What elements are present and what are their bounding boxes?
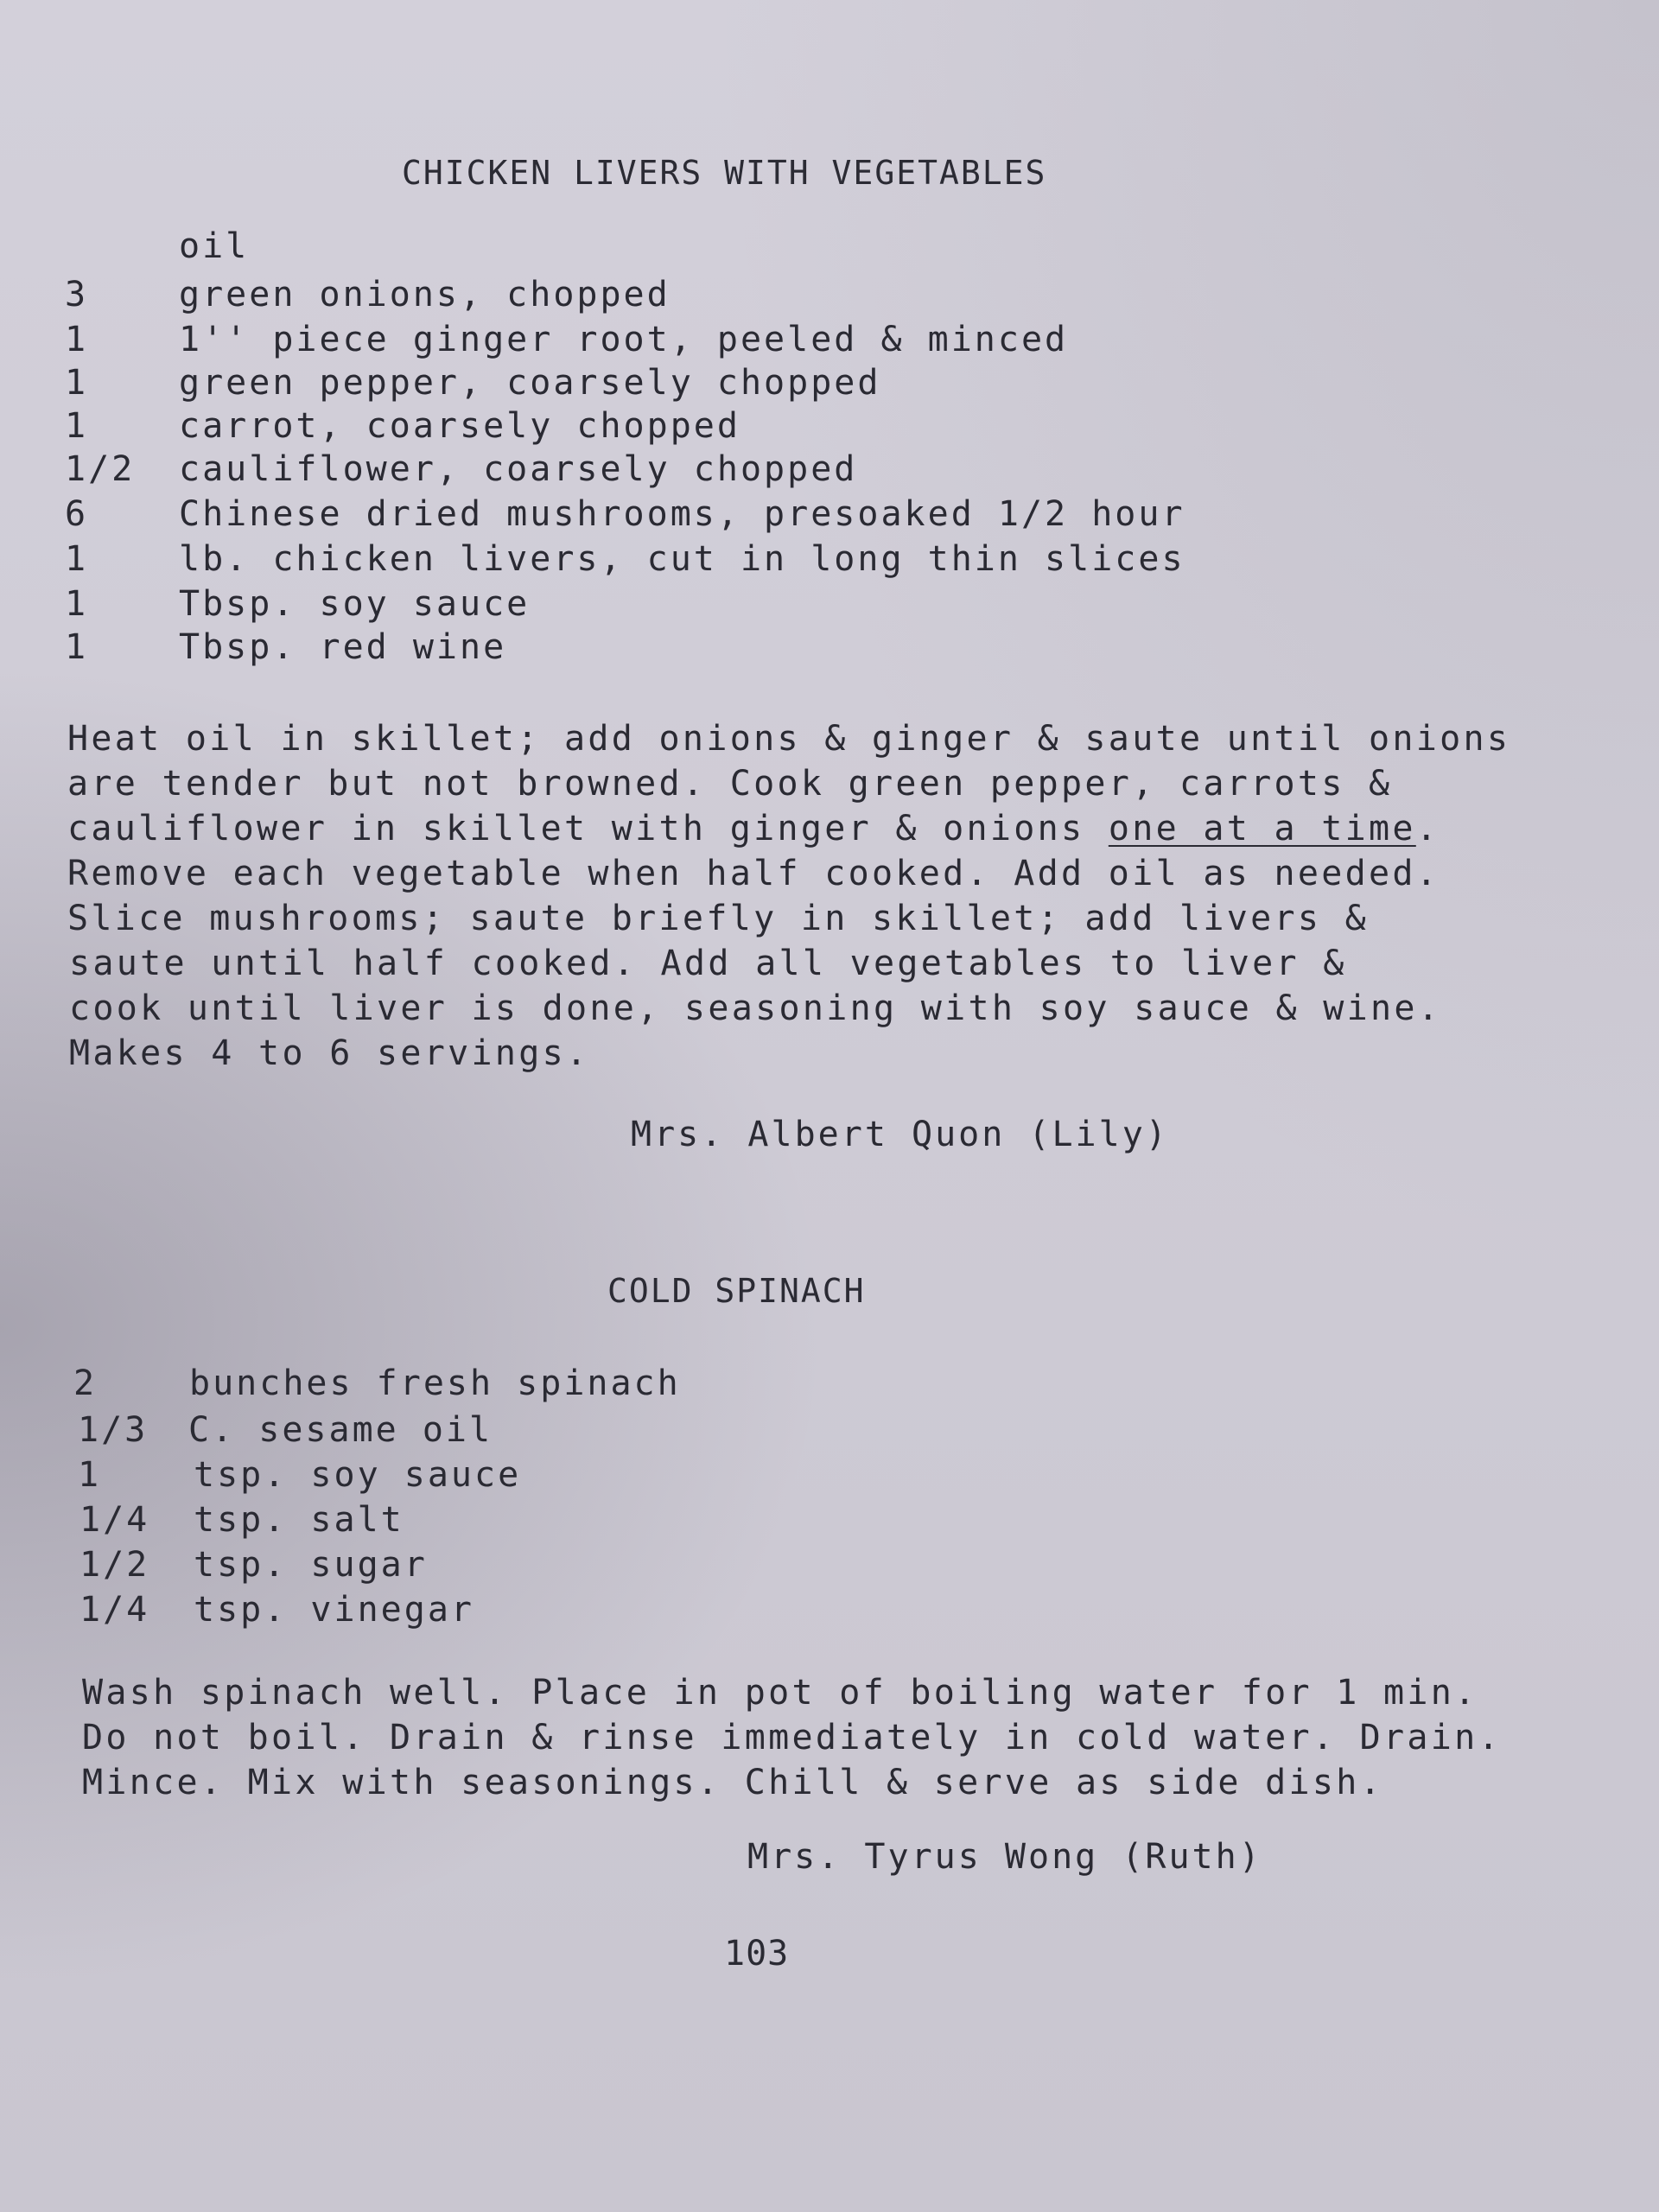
ingredient-qty: 1/4 (79, 1500, 150, 1540)
recipe-attribution: Mrs. Albert Quon (Lily) (631, 1115, 1169, 1154)
directions-text: . (1415, 809, 1440, 849)
ingredient-text: lb. chicken livers, cut in long thin slices (179, 539, 1185, 579)
directions-line: saute until half cooked. Add all vegetables to liver & (69, 944, 1347, 983)
ingredient-text: tsp. salt (194, 1500, 404, 1540)
directions-line (67, 809, 1440, 849)
directions-line: Wash spinach well. Place in pot of boiling water for 1 min. (82, 1673, 1478, 1713)
ingredient-qty: 1 (65, 363, 89, 403)
directions-line: Do not boil. Drain & rinse immediately in cold water. Drain. (82, 1718, 1502, 1758)
ingredient-text: cauliflower, coarsely chopped (179, 449, 858, 489)
ingredient-text: C. sesame oil (188, 1410, 493, 1450)
ingredient-qty: 3 (65, 275, 89, 315)
ingredient-qty: 6 (65, 494, 89, 534)
ingredient-text: Tbsp. red wine (179, 627, 507, 667)
ingredient-text: Tbsp. soy sauce (179, 584, 531, 624)
underlined-emphasis: one at a time (1108, 809, 1416, 849)
ingredient-text: bunches fresh spinach (189, 1363, 681, 1403)
directions-line: Heat oil in skillet; add onions & ginger & saute until onions (67, 719, 1511, 759)
ingredient-qty: 1 (65, 584, 89, 624)
ingredient-qty: 1/4 (79, 1590, 150, 1630)
ingredient-text: tsp. vinegar (194, 1590, 474, 1630)
directions-line: Remove each vegetable when half cooked. Add oil as needed. (67, 854, 1440, 893)
ingredient-text: tsp. soy sauce (194, 1455, 522, 1495)
ingredient-text: oil (179, 226, 250, 266)
ingredient-qty: 1 (78, 1455, 102, 1495)
recipe-title-cold-spinach: COLD SPINACH (607, 1272, 866, 1310)
ingredient-qty: 2 (73, 1363, 98, 1403)
ingredient-qty: 1 (65, 627, 89, 667)
ingredient-text: green onions, chopped (179, 275, 671, 315)
ingredient-qty: 1/2 (79, 1545, 150, 1585)
directions-line: cook until liver is done, seasoning with soy sauce & wine. (69, 988, 1442, 1028)
ingredient-text: Chinese dried mushrooms, presoaked 1/2 hour (179, 494, 1185, 534)
directions-text: cauliflower in skillet with ginger & onions (67, 809, 1109, 849)
recipe-title-chicken-livers: CHICKEN LIVERS WITH VEGETABLES (402, 154, 1047, 192)
ingredient-qty: 1 (65, 406, 89, 446)
ingredient-text: 1'' piece ginger root, peeled & minced (179, 320, 1069, 359)
page-number: 103 (724, 1934, 790, 1974)
ingredient-text: green pepper, coarsely chopped (179, 363, 881, 403)
directions-line: Mince. Mix with seasonings. Chill & serve as side dish. (82, 1763, 1384, 1802)
ingredient-qty: 1 (65, 539, 89, 579)
ingredient-qty: 1/2 (65, 449, 136, 489)
ingredient-qty: 1/3 (78, 1410, 149, 1450)
ingredient-text: tsp. sugar (194, 1545, 428, 1585)
directions-line: Slice mushrooms; saute briefly in skillet; add livers & (67, 899, 1370, 938)
directions-line: are tender but not browned. Cook green pepper, carrots & (67, 764, 1393, 804)
recipe-attribution: Mrs. Tyrus Wong (Ruth) (747, 1837, 1262, 1877)
ingredient-text: carrot, coarsely chopped (179, 406, 741, 446)
directions-line: Makes 4 to 6 servings. (69, 1033, 590, 1073)
ingredient-qty: 1 (65, 320, 89, 359)
